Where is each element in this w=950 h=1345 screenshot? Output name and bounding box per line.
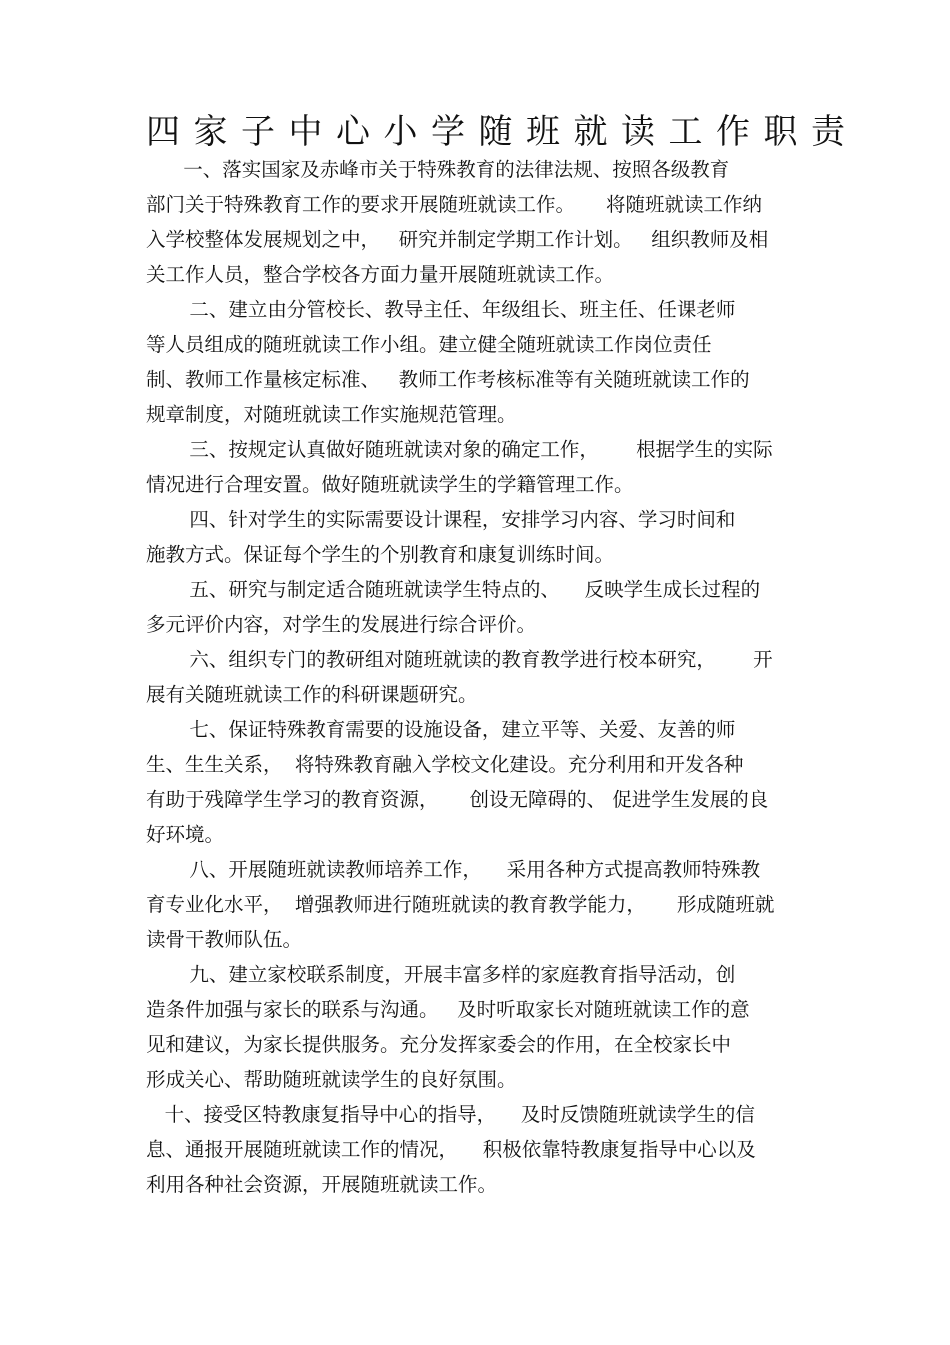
paragraph-line: 读骨干教师队伍。 xyxy=(146,928,303,951)
paragraph-line: 一、落实国家及赤峰市关于特殊教育的法律法规、按照各级教育 xyxy=(146,158,730,181)
paragraph-line: 入学校整体发展规划之中， 研究并制定学期工作计划。 组织教师及相 xyxy=(146,228,769,251)
paragraph-3 xyxy=(146,432,806,502)
paragraph-line: 利用各种社会资源，开展随班就读工作。 xyxy=(146,1173,498,1196)
paragraph-line: 见和建议，为家长提供服务。充分发挥家委会的作用，在全校家长中 xyxy=(146,1033,732,1056)
paragraph-line: 八、开展随班就读教师培养工作， 采用各种方式提高教师特殊教 xyxy=(146,858,761,881)
paragraph-6 xyxy=(146,642,806,712)
paragraph-7 xyxy=(146,712,806,852)
paragraph-line: 三、按规定认真做好随班就读对象的确定工作， 根据学生的实际 xyxy=(146,438,773,461)
paragraph-line: 七、保证特殊教育需要的设施设备，建立平等、关爱、友善的师 xyxy=(146,718,736,741)
paragraph-line: 等人员组成的随班就读工作小组。建立健全随班就读工作岗位责任 xyxy=(146,333,712,356)
paragraph-line: 有助于残障学生学习的教育资源， 创设无障碍的、 促进学生发展的良 xyxy=(146,788,769,811)
paragraph-1 xyxy=(146,152,806,292)
paragraph-4 xyxy=(146,502,806,572)
paragraph-line: 生、生生关系， 将特殊教育融入学校文化建设。充分利用和开发各种 xyxy=(146,753,744,776)
paragraph-line: 六、组织专门的教研组对随班就读的教育教学进行校本研究， 开 xyxy=(146,648,773,671)
paragraph-line: 多元评价内容，对学生的发展进行综合评价。 xyxy=(146,613,537,636)
paragraph-line: 造条件加强与家长的联系与沟通。 及时听取家长对随班就读工作的意 xyxy=(146,998,750,1021)
paragraph-9 xyxy=(146,957,806,1097)
paragraph-line: 形成关心、帮助随班就读学生的良好氛围。 xyxy=(146,1068,517,1091)
paragraph-line: 九、建立家校联系制度，开展丰富多样的家庭教育指导活动，创 xyxy=(146,963,736,986)
paragraph-line: 规章制度，对随班就读工作实施规范管理。 xyxy=(146,403,517,426)
document-body xyxy=(146,152,806,1202)
paragraph-line: 息、通报开展随班就读工作的情况， 积极依靠特教康复指导中心以及 xyxy=(146,1138,756,1161)
paragraph-line: 二、建立由分管校长、教导主任、年级组长、班主任、任课老师 xyxy=(146,298,736,321)
paragraph-line: 制、教师工作量核定标准、 教师工作考核标准等有关随班就读工作的 xyxy=(146,368,750,391)
paragraph-line: 四、针对学生的实际需要设计课程，安排学习内容、学习时间和 xyxy=(146,508,736,531)
paragraph-line: 施教方式。保证每个学生的个别教育和康复训练时间。 xyxy=(146,543,615,566)
paragraph-line: 情况进行合理安置。做好随班就读学生的学籍管理工作。 xyxy=(146,473,634,496)
paragraph-line: 展有关随班就读工作的科研课题研究。 xyxy=(146,683,478,706)
paragraph-line: 十、接受区特教康复指导中心的指导， 及时反馈随班就读学生的信 xyxy=(146,1103,755,1126)
paragraph-8 xyxy=(146,852,806,957)
paragraph-10 xyxy=(146,1097,806,1202)
paragraph-line: 育专业化水平， 增强教师进行随班就读的教育教学能力， 形成随班就 xyxy=(146,893,775,916)
document-title: 四家子中心小学随班就读工作职责 xyxy=(146,112,859,152)
paragraph-5 xyxy=(146,572,806,642)
paragraph-line: 五、研究与制定适合随班就读学生特点的、 反映学生成长过程的 xyxy=(146,578,761,601)
paragraph-line: 部门关于特殊教育工作的要求开展随班就读工作。 将随班就读工作纳 xyxy=(146,193,762,216)
paragraph-line: 好环境。 xyxy=(146,823,225,846)
paragraph-2 xyxy=(146,292,806,432)
paragraph-line: 关工作人员，整合学校各方面力量开展随班就读工作。 xyxy=(146,263,615,286)
